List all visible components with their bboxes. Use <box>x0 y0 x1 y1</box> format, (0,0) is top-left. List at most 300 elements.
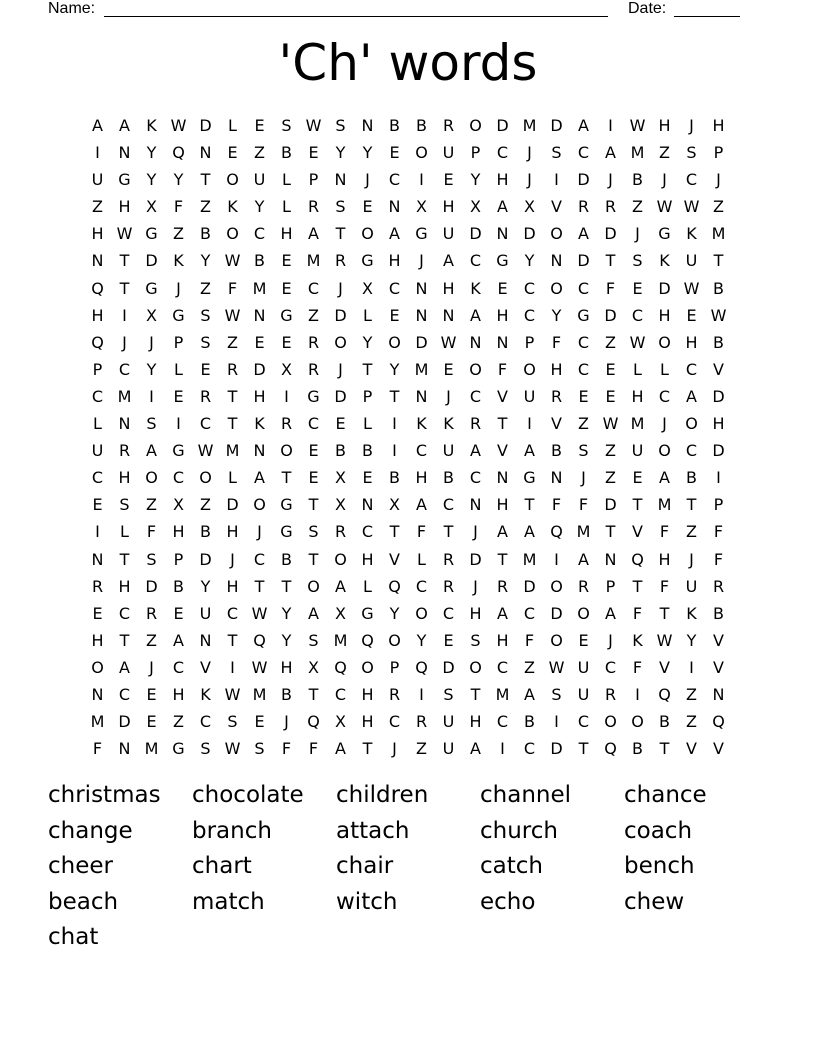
grid-letter: R <box>388 684 401 704</box>
word-list-item: coach <box>624 817 693 844</box>
grid-letter: J <box>392 739 397 759</box>
grid-letter: V <box>200 657 211 677</box>
grid-letter: J <box>635 224 640 244</box>
grid-row <box>84 708 732 735</box>
grid-letter: Z <box>146 495 157 515</box>
grid-letter: E <box>578 386 589 406</box>
grid-letter: C <box>523 603 536 623</box>
grid-letter: K <box>200 684 211 704</box>
grid-letter: O <box>550 278 563 298</box>
grid-letter: G <box>361 251 374 271</box>
grid-letter: R <box>307 197 320 217</box>
grid-letter: F <box>713 522 724 542</box>
grid-letter: H <box>226 522 239 542</box>
grid-letter: X <box>335 495 346 515</box>
grid-letter: W <box>656 630 673 650</box>
grid-letter: T <box>227 630 238 650</box>
word-list-item: bench <box>624 853 695 879</box>
grid-letter: J <box>365 170 370 190</box>
grid-letter: B <box>632 739 643 759</box>
grid-letter: J <box>689 549 694 569</box>
grid-letter: P <box>173 332 184 352</box>
grid-letter: E <box>389 305 400 325</box>
grid-letter: D <box>496 116 509 135</box>
word-list-item: match <box>192 888 265 915</box>
grid-letter: V <box>686 739 697 759</box>
grid-letter: O <box>658 441 671 461</box>
grid-letter: A <box>308 603 319 623</box>
grid-letter: M <box>252 684 267 704</box>
grid-letter: H <box>361 684 374 704</box>
grid-letter: W <box>224 251 241 271</box>
grid-letter: Q <box>361 630 374 650</box>
grid-letter: Z <box>254 143 265 163</box>
grid-letter: A <box>686 386 697 406</box>
grid-letter: T <box>362 359 373 379</box>
grid-letter: R <box>334 522 347 542</box>
grid-letter: S <box>335 116 346 135</box>
grid-letter: Z <box>605 332 616 352</box>
grid-letter: C <box>523 305 536 325</box>
grid-letter: Y <box>416 630 427 650</box>
grid-letter: C <box>442 603 455 623</box>
word-list-item: chair <box>336 853 394 879</box>
grid-letter: D <box>199 549 212 569</box>
grid-letter: X <box>335 712 346 732</box>
grid-row <box>84 491 732 518</box>
grid-letter: K <box>632 630 643 650</box>
word-list-item: chocolate <box>192 782 304 808</box>
grid-letter: S <box>551 143 562 163</box>
grid-letter: T <box>497 414 508 434</box>
grid-letter: N <box>469 495 482 515</box>
grid-letter: Z <box>146 630 157 650</box>
grid-letter: C <box>604 657 617 677</box>
grid-letter: Y <box>200 576 211 596</box>
grid-letter: D <box>469 224 482 244</box>
grid-letter: S <box>200 305 211 325</box>
grid-letter: H <box>496 495 509 515</box>
grid-letter: E <box>200 359 211 379</box>
grid-letter: R <box>442 576 455 596</box>
grid-letter: A <box>659 468 670 488</box>
grid-letter: K <box>686 603 697 623</box>
grid-letter: L <box>633 359 642 379</box>
grid-letter: D <box>253 359 266 379</box>
grid-letter: Y <box>470 170 481 190</box>
grid-letter: E <box>389 143 400 163</box>
grid-letter: J <box>608 630 613 650</box>
grid-letter: O <box>226 170 239 190</box>
grid-letter: Z <box>200 278 211 298</box>
grid-letter: N <box>334 170 347 190</box>
grid-letter: Z <box>686 684 697 704</box>
grid-letter: B <box>524 712 535 732</box>
worksheet-header <box>48 0 748 20</box>
grid-row <box>84 275 732 302</box>
grid-letter: R <box>577 197 590 217</box>
grid-letter: S <box>686 143 697 163</box>
grid-letter: C <box>577 359 590 379</box>
grid-letter: W <box>602 414 619 434</box>
grid-letter: U <box>442 143 455 163</box>
grid-letter: X <box>173 495 184 515</box>
grid-letter: N <box>91 549 104 569</box>
grid-letter: O <box>91 657 104 677</box>
grid-letter: B <box>713 332 724 352</box>
grid-letter: U <box>577 657 590 677</box>
grid-letter: S <box>335 197 346 217</box>
grid-letter: Z <box>605 468 616 488</box>
grid-letter: Z <box>686 522 697 542</box>
grid-letter: H <box>469 603 482 623</box>
grid-letter: M <box>117 386 132 406</box>
grid-letter: T <box>524 495 535 515</box>
grid-row <box>84 220 732 247</box>
grid-letter: S <box>578 441 589 461</box>
grid-letter: Z <box>173 224 184 244</box>
grid-letter: L <box>363 576 372 596</box>
word-list-item: branch <box>192 817 272 844</box>
grid-letter: X <box>389 495 400 515</box>
grid-letter: W <box>629 332 646 352</box>
grid-letter: H <box>388 251 401 271</box>
grid-letter: F <box>578 495 589 515</box>
grid-letter: R <box>334 251 347 271</box>
grid-letter: U <box>442 739 455 759</box>
grid-letter: C <box>577 278 590 298</box>
grid-letter: T <box>362 739 373 759</box>
grid-letter: A <box>578 549 589 569</box>
grid-letter: C <box>496 657 509 677</box>
grid-letter: N <box>604 549 617 569</box>
grid-letter: Q <box>415 657 428 677</box>
grid-letter: I <box>176 414 181 434</box>
grid-letter: M <box>630 143 645 163</box>
grid-letter: I <box>95 143 100 163</box>
grid-letter: D <box>145 576 158 596</box>
grid-letter: Z <box>605 441 616 461</box>
grid-letter: H <box>172 522 185 542</box>
grid-letter: M <box>414 359 429 379</box>
grid-letter: E <box>335 414 346 434</box>
grid-letter: B <box>443 468 454 488</box>
grid-letter: K <box>173 251 184 271</box>
grid-letter: J <box>338 359 343 379</box>
grid-letter: J <box>527 170 532 190</box>
grid-letter: Y <box>686 630 697 650</box>
grid-letter: W <box>251 657 268 677</box>
grid-letter: F <box>605 278 616 298</box>
grid-letter: H <box>442 197 455 217</box>
grid-letter: X <box>524 197 535 217</box>
grid-letter: W <box>656 197 673 217</box>
grid-letter: J <box>689 116 694 135</box>
grid-letter: Q <box>253 630 266 650</box>
grid-letter: C <box>469 251 482 271</box>
grid-letter: A <box>524 441 535 461</box>
word-list-item: change <box>48 817 133 844</box>
grid-letter: O <box>415 603 428 623</box>
grid-letter: A <box>254 468 265 488</box>
grid-letter: P <box>713 495 724 515</box>
grid-letter: K <box>254 414 265 434</box>
grid-letter: F <box>92 739 103 759</box>
grid-row <box>84 654 732 681</box>
grid-letter: L <box>282 170 291 190</box>
grid-letter: M <box>495 684 510 704</box>
grid-letter: R <box>91 576 104 596</box>
grid-letter: O <box>334 549 347 569</box>
grid-letter: A <box>443 251 454 271</box>
grid-letter: D <box>712 386 725 406</box>
grid-letter: J <box>230 549 235 569</box>
grid-letter: O <box>307 576 320 596</box>
grid-letter: N <box>91 684 104 704</box>
grid-letter: O <box>550 224 563 244</box>
grid-letter: C <box>307 414 320 434</box>
grid-letter: F <box>659 522 670 542</box>
grid-letter: C <box>226 603 239 623</box>
grid-row <box>84 518 732 545</box>
word-list-item: chart <box>192 853 252 879</box>
grid-letter: M <box>306 251 321 271</box>
grid-letter: T <box>119 278 130 298</box>
grid-letter: Y <box>146 359 157 379</box>
word-list-item: chance <box>624 782 707 808</box>
grid-letter: R <box>307 332 320 352</box>
grid-letter: I <box>635 684 640 704</box>
grid-letter: E <box>281 332 292 352</box>
grid-letter: H <box>658 549 671 569</box>
grid-letter: H <box>91 305 104 325</box>
grid-letter: R <box>280 414 293 434</box>
grid-letter: A <box>605 143 616 163</box>
grid-letter: X <box>146 197 157 217</box>
grid-letter: V <box>659 657 670 677</box>
grid-letter: V <box>497 386 508 406</box>
grid-letter: R <box>577 576 590 596</box>
grid-letter: H <box>415 468 428 488</box>
grid-letter: Q <box>91 332 104 352</box>
grid-letter: C <box>685 441 698 461</box>
word-list-item: witch <box>336 888 398 915</box>
grid-letter: O <box>334 332 347 352</box>
word-list <box>48 778 768 956</box>
grid-letter: O <box>388 332 401 352</box>
grid-row <box>84 437 732 464</box>
grid-letter: Y <box>551 305 562 325</box>
grid-letter: N <box>199 630 212 650</box>
grid-letter: O <box>361 224 374 244</box>
grid-letter: Q <box>91 278 104 298</box>
word-list-item: beach <box>48 888 119 915</box>
grid-letter: N <box>415 278 428 298</box>
grid-letter: J <box>257 522 262 542</box>
grid-letter: L <box>363 305 372 325</box>
grid-row <box>84 247 732 274</box>
grid-letter: H <box>361 712 374 732</box>
grid-letter: E <box>146 712 157 732</box>
grid-letter: P <box>605 576 616 596</box>
grid-letter: A <box>605 603 616 623</box>
grid-letter: F <box>173 197 184 217</box>
grid-letter: M <box>711 224 726 244</box>
grid-letter: H <box>91 630 104 650</box>
grid-letter: E <box>281 278 292 298</box>
grid-letter: V <box>551 197 562 217</box>
grid-letter: T <box>605 251 616 271</box>
grid-letter: Y <box>389 603 400 623</box>
grid-letter: Z <box>308 305 319 325</box>
grid-letter: T <box>308 684 319 704</box>
grid-letter: P <box>92 359 103 379</box>
grid-letter: N <box>118 143 131 163</box>
grid-letter: T <box>227 386 238 406</box>
grid-letter: N <box>550 251 563 271</box>
grid-letter: O <box>361 657 374 677</box>
grid-letter: C <box>415 441 428 461</box>
grid-letter: I <box>419 170 424 190</box>
grid-letter: D <box>550 116 563 135</box>
grid-letter: P <box>470 143 481 163</box>
grid-letter: O <box>199 468 212 488</box>
grid-letter: Z <box>92 197 103 217</box>
grid-letter: C <box>253 224 266 244</box>
grid-letter: T <box>389 386 400 406</box>
grid-letter: L <box>174 359 183 379</box>
grid-letter: T <box>227 414 238 434</box>
grid-letter: E <box>308 441 319 461</box>
grid-row <box>84 112 732 139</box>
word-list-item: chew <box>624 888 685 915</box>
word-list-item: church <box>480 817 558 844</box>
grid-letter: C <box>469 468 482 488</box>
grid-letter: H <box>118 468 131 488</box>
grid-letter: Y <box>524 251 535 271</box>
grid-letter: U <box>631 441 644 461</box>
grid-letter: T <box>632 576 643 596</box>
grid-letter: W <box>224 684 241 704</box>
grid-letter: Z <box>227 332 238 352</box>
grid-letter: A <box>92 116 103 135</box>
grid-letter: H <box>442 278 455 298</box>
grid-letter: K <box>470 278 481 298</box>
grid-letter: O <box>253 495 266 515</box>
grid-letter: W <box>683 197 700 217</box>
grid-letter: F <box>497 359 508 379</box>
grid-letter: H <box>280 657 293 677</box>
grid-letter: O <box>469 359 482 379</box>
grid-letter: X <box>470 197 481 217</box>
grid-letter: E <box>362 468 373 488</box>
grid-letter: H <box>496 170 509 190</box>
grid-letter: C <box>307 278 320 298</box>
grid-letter: T <box>119 549 130 569</box>
grid-letter: M <box>522 116 537 135</box>
grid-letter: E <box>632 278 643 298</box>
grid-letter: Q <box>172 143 185 163</box>
grid-letter: H <box>91 224 104 244</box>
grid-letter: H <box>631 386 644 406</box>
grid-row <box>84 573 732 600</box>
grid-letter: O <box>604 712 617 732</box>
grid-letter: F <box>524 630 535 650</box>
grid-letter: M <box>252 278 267 298</box>
grid-letter: R <box>550 386 563 406</box>
grid-letter: I <box>149 386 154 406</box>
word-list-item: attach <box>336 817 410 844</box>
grid-letter: O <box>469 116 482 135</box>
grid-letter: Y <box>362 143 373 163</box>
grid-letter: J <box>284 712 289 732</box>
grid-letter: N <box>550 468 563 488</box>
grid-letter: N <box>253 441 266 461</box>
grid-letter: T <box>497 549 508 569</box>
grid-letter: B <box>713 278 724 298</box>
grid-letter: L <box>228 468 237 488</box>
grid-letter: B <box>173 576 184 596</box>
grid-letter: I <box>608 116 613 135</box>
grid-letter: C <box>577 143 590 163</box>
grid-letter: X <box>335 603 346 623</box>
grid-letter: G <box>577 305 590 325</box>
grid-letter: D <box>658 278 671 298</box>
grid-letter: U <box>253 170 266 190</box>
grid-letter: B <box>281 684 292 704</box>
grid-letter: L <box>417 549 426 569</box>
grid-letter: V <box>632 522 643 542</box>
grid-letter: S <box>200 332 211 352</box>
grid-letter: Y <box>281 603 292 623</box>
grid-letter: M <box>630 414 645 434</box>
grid-letter: T <box>200 170 211 190</box>
grid-letter: W <box>548 657 565 677</box>
grid-letter: E <box>632 468 643 488</box>
grid-letter: W <box>440 332 457 352</box>
grid-letter: H <box>496 630 509 650</box>
grid-letter: A <box>389 224 400 244</box>
grid-letter: H <box>361 549 374 569</box>
grid-letter: D <box>577 251 590 271</box>
grid-letter: O <box>550 576 563 596</box>
grid-letter: B <box>200 522 211 542</box>
grid-letter: V <box>389 549 400 569</box>
grid-letter: G <box>172 441 185 461</box>
grid-letter: H <box>658 305 671 325</box>
grid-letter: G <box>523 468 536 488</box>
grid-letter: Q <box>658 684 671 704</box>
grid-letter: S <box>146 549 157 569</box>
grid-letter: L <box>120 522 129 542</box>
grid-letter: J <box>419 251 424 271</box>
grid-letter: M <box>333 630 348 650</box>
grid-letter: S <box>254 739 265 759</box>
grid-letter: B <box>659 712 670 732</box>
grid-letter: Q <box>550 522 563 542</box>
grid-letter: D <box>334 386 347 406</box>
grid-letter: O <box>226 224 239 244</box>
grid-letter: H <box>496 305 509 325</box>
grid-letter: H <box>658 116 671 135</box>
grid-letter: M <box>522 549 537 569</box>
grid-letter: D <box>577 170 590 190</box>
grid-letter: H <box>712 116 725 135</box>
grid-letter: A <box>173 630 184 650</box>
grid-row <box>84 600 732 627</box>
grid-letter: B <box>281 143 292 163</box>
word-list-item: cheer <box>48 853 113 879</box>
